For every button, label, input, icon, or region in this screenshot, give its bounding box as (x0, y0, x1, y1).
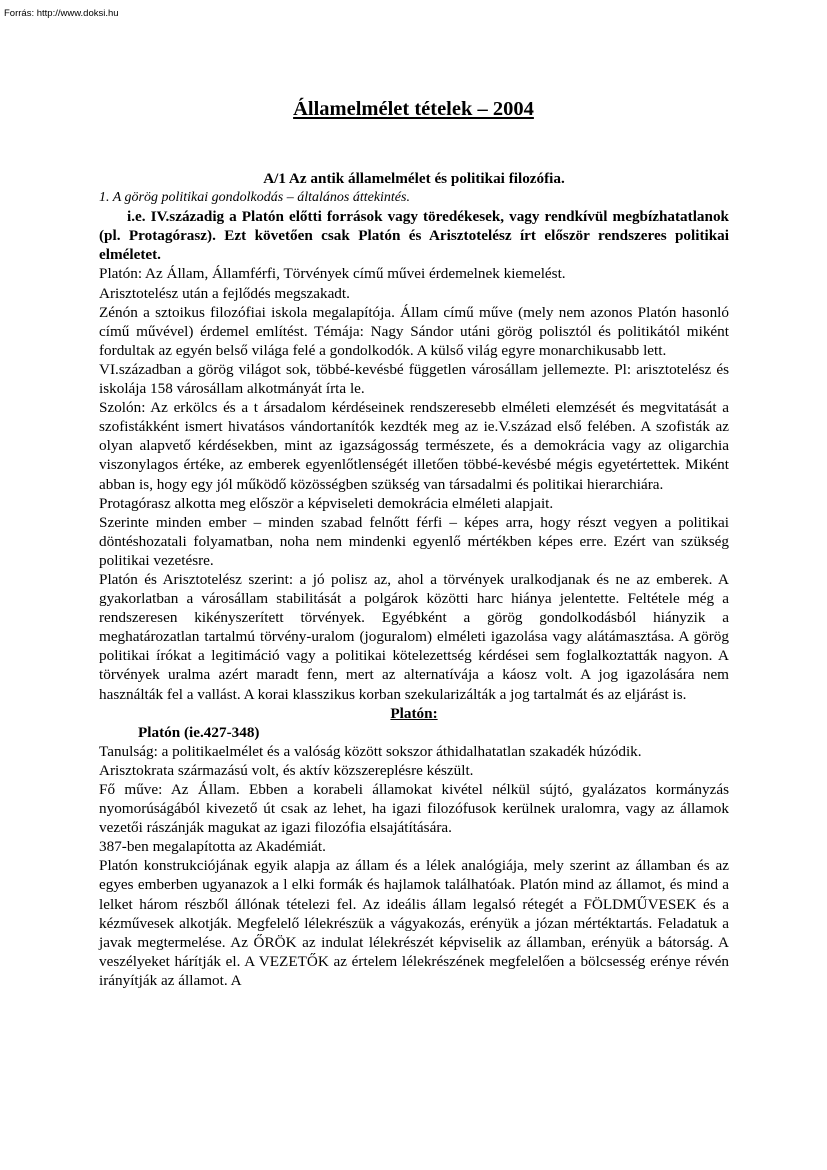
paragraph: Tanulság: a politikaelmélet és a valóság között sokszor áthidalhatatlan szakadék húzódik. (99, 742, 642, 760)
paragraph: Szolón: Az erkölcs és a t ársadalom kérdéseinek rendszeresebb elméleti elemzését és megvitatását a szofistákként ismert hivatásos vándortanítók kezdték meg az ie.V.század első felében. A szofisták az olyan alapvető kérdésekben, mint az igazságosság természete, és a demokrácia vagy az oligarchia viszonylagos értéke, az emberek egyenlőtlenségét illetően többé-kevésbé mégis egyetértettek. Miként abban is, hogy egy jól működő közösségben szükség van társadalmi és politikai hierarchiára. (99, 399, 729, 493)
paragraph: Fő műve: Az Állam. Ebben a korabeli államokat kivétel nélkül sújtó, gyalázatos kormányzás nyomorúságából kivezető út csak az lehet, ha igazi filozófusok kerülnek uralomra, vagy az államok vezetői rászánják magukat az igazi filozófia elsajátítására. (99, 781, 729, 837)
paragraph: VI.században a görög világot sok, többé-kevésbé független városállam jellemezte. Pl: arisztotelész és iskolája 158 városállam alkotmányát írta le. (99, 360, 729, 398)
paragraph: Platón konstrukciójának egyik alapja az állam és a lélek analógiája, mely szerint az államban és az egyes emberben ugyanazok a l elki formák és hajlamok találhatóak. Platón mind az államot, és mind a lelket három részből állónak tételezi fel. Az ideális állam legalsó rétegét a FÖLDMŰVESEK és a kézművesek alkotják. Megfelelő lélekrészük a vágyakozás, erényük a józan mértéktartás. Feladatuk a javak megtermelése. Az ŐRÖK az indulat lélekrészét képviselik az államban, erényük a bátorság. A veszélyeket hárítják el. A VEZETŐK az értelem lélekrészének megfelelően a bölcsesség erénye révén irányítják az államot. A (99, 857, 729, 989)
subheading: 1. A görög politikai gondolkodás – általános áttekintés. (99, 190, 410, 206)
source-url: Forrás: http://www.doksi.hu (4, 8, 119, 19)
paragraph: Platón és Arisztotelész szerint: a jó polisz az, ahol a törvények uralkodjanak és ne az emberek. A gyakorlatban a városállam stabilitását a polgárok közötti harc hiánya jelentette. Feltétele még a rendszeresen kikényszerített törvények. Egyébként a görög gondolkodásból hiányzik a meghatározatlan tartalmú törvény-uralom (joguralom) elméleti igazolása vagy alátámasztása. A görög politikai írókat a legitimáció vagy a politikai kötelezettség kérdései sem foglalkoztatták nagyon. A törvények uralma azért maradt fenn, mert az alternatívája a káosz volt. A jog igazolására nem használták fel a vallást. A korai klasszikus korban szekularizálták a jog tartalmát és az eljárást is. (99, 570, 729, 703)
document-body (99, 169, 729, 990)
paragraph: Protagórasz alkotta meg először a képviseleti demokrácia elméleti alapjait. (99, 494, 554, 512)
paragraph: 387-ben megalapította az Akadémiát. (99, 838, 326, 856)
page-title: Államelmélet tételek – 2004 (293, 98, 534, 120)
platon-heading: Platón: (390, 704, 438, 722)
section-heading: A/1 Az antik államelmélet és politikai filozófia. (263, 170, 565, 187)
paragraph: Arisztokrata származású volt, és aktív közszereplésre készült. (99, 761, 474, 779)
paragraph: Zénón a sztoikus filozófiai iskola megalapítója. Állam című műve (mely nem azonos Platón hasonló című művével) érdemel említést. Témája: Nagy Sándor utáni görög polisztól és politikától miként fordultak az egyén belső világa felé a gondolkodók. A külső világ egyre monarchikusabb lett. (99, 303, 729, 359)
paragraph: Platón: Az Állam, Államférfi, Törvények című művei érdemelnek kiemelést. (99, 265, 566, 283)
paragraph: Arisztotelész után a fejlődés megszakadt. (99, 284, 350, 302)
platon-subheading: Platón (ie.427-348) (138, 723, 260, 741)
intro-paragraph: i.e. IV.századig a Platón előtti források vagy töredékesek, vagy rendkívül megbízhatatlanok (pl. Protagórasz). Ezt követően csak Platón és Arisztotelész írt először rendszeres politikai elméletet. (99, 208, 729, 264)
paragraph: Szerinte minden ember – minden szabad felnőtt férfi – képes arra, hogy részt vegyen a politikai döntéshozatali folyamatban, noha nem mindenki egyenlő mértékben képes erre. Ezért van szükség politikai vezetésre. (99, 513, 729, 569)
